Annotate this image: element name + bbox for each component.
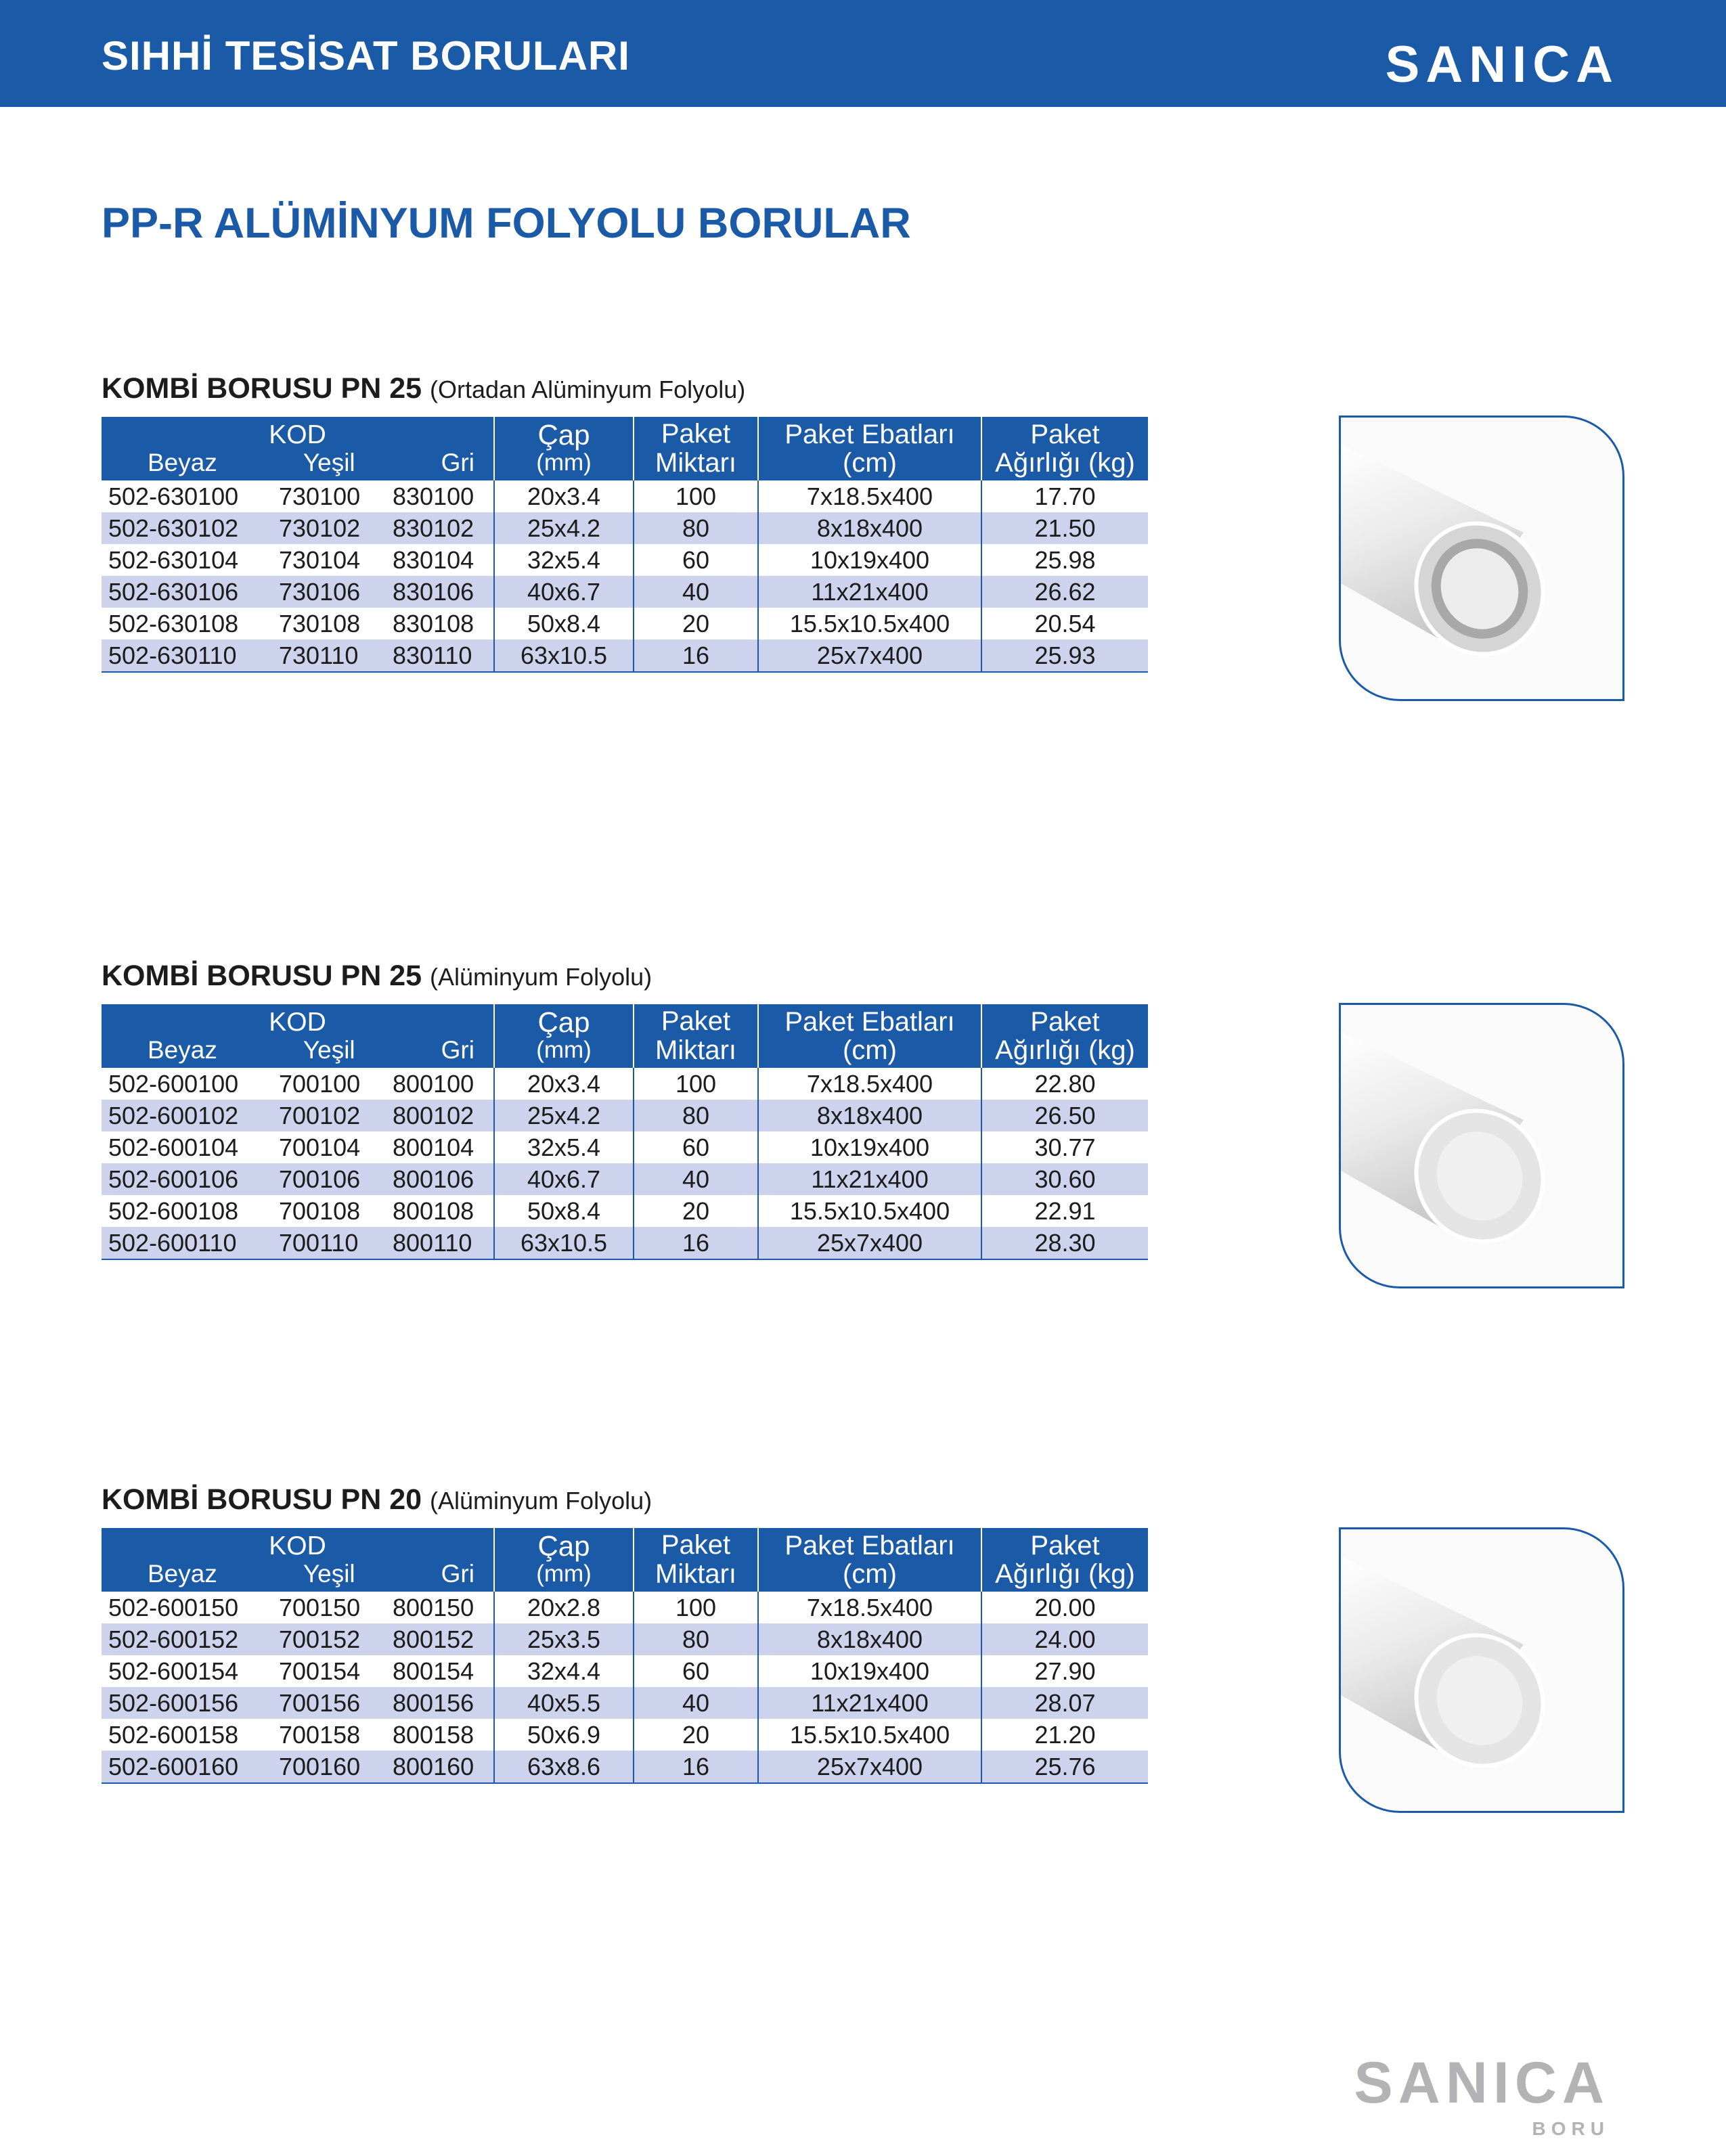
paket-agirligi-cell: 26.62 (981, 576, 1148, 608)
header-cap-unit: (mm) (536, 1560, 592, 1587)
table-header-row (102, 1528, 1148, 1592)
kod-cell (102, 1687, 494, 1719)
cap-cell: 63x10.5 (494, 639, 634, 672)
paket-agirligi-cell: 30.77 (981, 1131, 1148, 1163)
kod-cell (102, 1227, 494, 1259)
page-title: PP-R ALÜMİNYUM FOLYOLU BORULAR (102, 200, 911, 247)
header-yesil: Yeşil (303, 1036, 355, 1064)
cap-cell: 40x6.7 (494, 576, 634, 608)
header-ebat-unit: (cm) (843, 1035, 897, 1065)
kod-beyaz: 502-600152 (108, 1625, 239, 1653)
kod-beyaz: 502-600156 (108, 1688, 239, 1717)
header-kod (102, 417, 494, 480)
kod-beyaz: 502-600160 (108, 1752, 239, 1780)
kod-beyaz: 502-600104 (108, 1133, 239, 1161)
paket-miktari-cell: 40 (634, 1687, 758, 1719)
paket-miktari-cell: 80 (634, 512, 758, 544)
header-ebat-unit: (cm) (843, 1559, 897, 1589)
section-subtitle: (Alüminyum Folyolu) (430, 1487, 652, 1514)
kod-beyaz: 502-630106 (108, 577, 239, 606)
paket-agirligi-cell: 28.07 (981, 1687, 1148, 1719)
kod-cell (102, 1131, 494, 1163)
kod-gri: 830106 (393, 577, 474, 606)
kod-beyaz: 502-600158 (108, 1720, 239, 1749)
header-paket-miktari (634, 1004, 758, 1068)
paket-ebatlari-cell: 10x19x400 (758, 1655, 981, 1687)
paket-agirligi-cell: 21.50 (981, 512, 1148, 544)
paket-ebatlari-cell: 8x18x400 (758, 1100, 981, 1131)
cap-cell: 50x8.4 (494, 1195, 634, 1227)
kod-yesil: 700104 (279, 1133, 361, 1161)
table-header-row (102, 1004, 1148, 1068)
cap-cell: 20x2.8 (494, 1592, 634, 1623)
kod-cell (102, 1163, 494, 1195)
paket-agirligi-cell: 25.93 (981, 639, 1148, 672)
kod-gri: 800154 (393, 1657, 474, 1685)
cap-cell: 25x3.5 (494, 1623, 634, 1655)
header-kod-label: KOD (269, 420, 326, 449)
table-row (102, 1655, 1148, 1687)
kod-cell (102, 1068, 494, 1100)
paket-miktari-cell: 16 (634, 1227, 758, 1259)
kod-beyaz: 502-600106 (108, 1165, 239, 1193)
header-yesil: Yeşil (303, 449, 355, 476)
paket-ebatlari-cell: 25x7x400 (758, 639, 981, 672)
paket-ebatlari-cell: 7x18.5x400 (758, 1068, 981, 1100)
kod-beyaz: 502-630100 (108, 482, 239, 510)
cap-cell: 32x5.4 (494, 544, 634, 576)
paket-ebatlari-cell: 15.5x10.5x400 (758, 1195, 981, 1227)
table-row (102, 1719, 1148, 1751)
paket-ebatlari-cell: 7x18.5x400 (758, 1592, 981, 1623)
table-row (102, 1751, 1148, 1783)
header-cap-unit: (mm) (536, 1037, 592, 1063)
header-beyaz: Beyaz (148, 1560, 217, 1588)
kod-beyaz: 502-600110 (108, 1228, 237, 1257)
table-row (102, 608, 1148, 639)
table-row (102, 1068, 1148, 1100)
paket-miktari-cell: 16 (634, 639, 758, 672)
footer-logo-subtitle: BORU (1532, 2118, 1610, 2139)
cap-cell: 25x4.2 (494, 512, 634, 544)
table-row (102, 1623, 1148, 1655)
paket-ebatlari-cell: 10x19x400 (758, 1131, 981, 1163)
table-row (102, 1227, 1148, 1259)
table-header-row (102, 417, 1148, 480)
header-cap (494, 417, 634, 480)
section-title (102, 1482, 1624, 1523)
header-kod-label: KOD (269, 1531, 326, 1560)
table-row (102, 512, 1148, 544)
paket-agirligi-cell: 22.80 (981, 1068, 1148, 1100)
kod-yesil: 730110 (279, 641, 359, 669)
kod-cell (102, 512, 494, 544)
cap-cell: 63x8.6 (494, 1751, 634, 1783)
header-beyaz: Beyaz (148, 449, 217, 476)
header-paket-label: Paket (661, 419, 731, 449)
kod-gri: 800100 (393, 1069, 474, 1098)
header-paket-agirligi (981, 1528, 1148, 1592)
kod-yesil: 700160 (279, 1752, 361, 1780)
paket-agirligi-cell: 25.76 (981, 1751, 1148, 1783)
kod-gri: 830100 (393, 482, 474, 510)
header-miktari-label: Miktarı (655, 448, 736, 478)
header-agirlik-label: Paket (1030, 1531, 1100, 1560)
header-paket-miktari (634, 417, 758, 480)
kod-yesil: 700158 (279, 1720, 361, 1749)
table-row (102, 639, 1148, 672)
paket-miktari-cell: 20 (634, 608, 758, 639)
kod-gri: 800152 (393, 1625, 474, 1653)
kod-gri: 800150 (393, 1593, 474, 1621)
paket-agirligi-cell: 21.20 (981, 1719, 1148, 1751)
kod-cell (102, 1623, 494, 1655)
table-row (102, 480, 1148, 512)
table-row (102, 544, 1148, 576)
header-gri: Gri (441, 1036, 474, 1064)
header-ebat-label: Paket Ebatları (784, 420, 955, 449)
kod-gri: 830104 (393, 545, 474, 574)
kod-cell (102, 1719, 494, 1751)
paket-agirligi-cell: 22.91 (981, 1195, 1148, 1227)
paket-agirligi-cell: 20.54 (981, 608, 1148, 639)
kod-yesil: 700150 (279, 1593, 361, 1621)
kod-beyaz: 502-630102 (108, 514, 239, 542)
kod-beyaz: 502-600154 (108, 1657, 239, 1685)
table-row (102, 1195, 1148, 1227)
header-cap (494, 1528, 634, 1592)
header-beyaz: Beyaz (148, 1036, 217, 1064)
header-agirlik-label: Paket (1030, 1007, 1100, 1037)
section-title (102, 958, 1624, 999)
header-cap-label: Çap (537, 1530, 590, 1562)
header-gri: Gri (441, 1560, 474, 1588)
header-cap (494, 1004, 634, 1068)
kod-cell (102, 1100, 494, 1131)
header-miktari-label: Miktarı (655, 1559, 736, 1589)
paket-miktari-cell: 40 (634, 576, 758, 608)
kod-yesil: 700110 (279, 1228, 359, 1257)
paket-ebatlari-cell: 11x21x400 (758, 1687, 981, 1719)
table-row (102, 1100, 1148, 1131)
header-cap-unit: (mm) (536, 449, 592, 476)
kod-gri: 830108 (393, 609, 474, 637)
paket-miktari-cell: 80 (634, 1100, 758, 1131)
paket-miktari-cell: 60 (634, 544, 758, 576)
header-ebat-label: Paket Ebatları (784, 1007, 955, 1037)
product-table (102, 1004, 1148, 1260)
kod-beyaz: 502-630108 (108, 609, 239, 637)
kod-cell (102, 576, 494, 608)
section-heading: KOMBİ BORUSU PN 25 (102, 372, 422, 405)
kod-cell (102, 639, 494, 672)
cap-cell: 50x6.9 (494, 1719, 634, 1751)
footer-logo: SANICA (1354, 2050, 1610, 2115)
cap-cell: 32x4.4 (494, 1655, 634, 1687)
paket-agirligi-cell: 26.50 (981, 1100, 1148, 1131)
pipe-image-icon (1341, 418, 1622, 699)
kod-beyaz: 502-600150 (108, 1593, 239, 1621)
kod-yesil: 730104 (279, 545, 361, 574)
header-cap-label: Çap (537, 419, 590, 451)
cap-cell: 63x10.5 (494, 1227, 634, 1259)
kod-beyaz: 502-630110 (108, 641, 237, 669)
header-cap-label: Çap (537, 1006, 590, 1038)
kod-gri: 800104 (393, 1133, 474, 1161)
kod-gri: 800108 (393, 1196, 474, 1225)
kod-cell (102, 480, 494, 512)
paket-ebatlari-cell: 15.5x10.5x400 (758, 1719, 981, 1751)
table-row (102, 1163, 1148, 1195)
header-paket-ebatlari (758, 1528, 981, 1592)
pipe-image-icon (1341, 1529, 1622, 1811)
cap-cell: 20x3.4 (494, 1068, 634, 1100)
kod-cell (102, 1592, 494, 1623)
header-ebat-unit: (cm) (843, 448, 897, 478)
header-paket-ebatlari (758, 417, 981, 480)
header-kod (102, 1528, 494, 1592)
header-paket-agirligi (981, 1004, 1148, 1068)
product-table (102, 1528, 1148, 1784)
header-paket-label: Paket (661, 1006, 731, 1036)
page-header (0, 0, 1726, 107)
header-kod-label: KOD (269, 1008, 326, 1037)
section-title (102, 371, 1624, 411)
header-agirlik-unit: Ağırlığı (kg) (995, 1035, 1135, 1065)
kod-cell (102, 608, 494, 639)
paket-miktari-cell: 100 (634, 1068, 758, 1100)
cap-cell: 20x3.4 (494, 480, 634, 512)
kod-beyaz: 502-630104 (108, 545, 239, 574)
kod-yesil: 730106 (279, 577, 361, 606)
paket-miktari-cell: 100 (634, 480, 758, 512)
cap-cell: 50x8.4 (494, 608, 634, 639)
kod-cell (102, 1195, 494, 1227)
paket-miktari-cell: 16 (634, 1751, 758, 1783)
pipe-photo (1339, 416, 1624, 701)
kod-beyaz: 502-600108 (108, 1196, 239, 1225)
section-subtitle: (Ortadan Alüminyum Folyolu) (430, 376, 746, 403)
paket-miktari-cell: 80 (634, 1623, 758, 1655)
kod-yesil: 700106 (279, 1165, 361, 1193)
table-row (102, 1131, 1148, 1163)
header-ebat-label: Paket Ebatları (784, 1531, 955, 1560)
kod-gri: 830110 (393, 641, 472, 669)
kod-beyaz: 502-600100 (108, 1069, 239, 1098)
header-agirlik-unit: Ağırlığı (kg) (995, 448, 1135, 478)
paket-miktari-cell: 60 (634, 1655, 758, 1687)
header-miktari-label: Miktarı (655, 1035, 736, 1065)
paket-ebatlari-cell: 15.5x10.5x400 (758, 608, 981, 639)
paket-ebatlari-cell: 25x7x400 (758, 1751, 981, 1783)
kod-gri: 830102 (393, 514, 474, 542)
paket-miktari-cell: 20 (634, 1719, 758, 1751)
product-table (102, 417, 1148, 673)
paket-agirligi-cell: 17.70 (981, 480, 1148, 512)
kod-cell (102, 544, 494, 576)
kod-beyaz: 502-600102 (108, 1101, 239, 1129)
table-row (102, 576, 1148, 608)
kod-yesil: 730108 (279, 609, 361, 637)
paket-ebatlari-cell: 8x18x400 (758, 1623, 981, 1655)
kod-yesil: 700108 (279, 1196, 361, 1225)
header-paket-agirligi (981, 417, 1148, 480)
pipe-photo (1339, 1003, 1624, 1288)
kod-yesil: 730100 (279, 482, 361, 510)
paket-agirligi-cell: 30.60 (981, 1163, 1148, 1195)
paket-miktari-cell: 100 (634, 1592, 758, 1623)
paket-ebatlari-cell: 7x18.5x400 (758, 480, 981, 512)
header-gri: Gri (441, 449, 474, 476)
paket-miktari-cell: 20 (634, 1195, 758, 1227)
cap-cell: 25x4.2 (494, 1100, 634, 1131)
kod-cell (102, 1751, 494, 1783)
header-yesil: Yeşil (303, 1560, 355, 1588)
paket-agirligi-cell: 27.90 (981, 1655, 1148, 1687)
pipe-image-icon (1341, 1005, 1622, 1286)
kod-yesil: 730102 (279, 514, 361, 542)
header-title: SIHHİ TESİSAT BORULARI (102, 33, 630, 78)
kod-gri: 800110 (393, 1228, 472, 1257)
paket-ebatlari-cell: 10x19x400 (758, 544, 981, 576)
paket-ebatlari-cell: 11x21x400 (758, 1163, 981, 1195)
kod-yesil: 700156 (279, 1688, 361, 1717)
section-subtitle: (Alüminyum Folyolu) (430, 963, 652, 991)
header-agirlik-label: Paket (1030, 420, 1100, 449)
paket-agirligi-cell: 24.00 (981, 1623, 1148, 1655)
paket-ebatlari-cell: 11x21x400 (758, 576, 981, 608)
cap-cell: 40x6.7 (494, 1163, 634, 1195)
kod-yesil: 700102 (279, 1101, 361, 1129)
kod-gri: 800158 (393, 1720, 474, 1749)
header-kod (102, 1004, 494, 1068)
section-heading: KOMBİ BORUSU PN 25 (102, 960, 422, 992)
cap-cell: 40x5.5 (494, 1687, 634, 1719)
paket-ebatlari-cell: 8x18x400 (758, 512, 981, 544)
paket-agirligi-cell: 28.30 (981, 1227, 1148, 1259)
table-row (102, 1592, 1148, 1623)
paket-miktari-cell: 60 (634, 1131, 758, 1163)
cap-cell: 32x5.4 (494, 1131, 634, 1163)
kod-gri: 800160 (393, 1752, 474, 1780)
kod-yesil: 700152 (279, 1625, 361, 1653)
kod-gri: 800156 (393, 1688, 474, 1717)
table-row (102, 1687, 1148, 1719)
header-agirlik-unit: Ağırlığı (kg) (995, 1559, 1135, 1589)
kod-cell (102, 1655, 494, 1687)
header-paket-miktari (634, 1528, 758, 1592)
sanica-logo: SANICA (1385, 36, 1619, 93)
section-heading: KOMBİ BORUSU PN 20 (102, 1483, 422, 1516)
header-paket-label: Paket (661, 1530, 731, 1560)
paket-ebatlari-cell: 25x7x400 (758, 1227, 981, 1259)
pipe-photo (1339, 1527, 1624, 1813)
paket-agirligi-cell: 25.98 (981, 544, 1148, 576)
header-paket-ebatlari (758, 1004, 981, 1068)
paket-miktari-cell: 40 (634, 1163, 758, 1195)
kod-gri: 800106 (393, 1165, 474, 1193)
kod-yesil: 700154 (279, 1657, 361, 1685)
kod-gri: 800102 (393, 1101, 474, 1129)
paket-agirligi-cell: 20.00 (981, 1592, 1148, 1623)
kod-yesil: 700100 (279, 1069, 361, 1098)
